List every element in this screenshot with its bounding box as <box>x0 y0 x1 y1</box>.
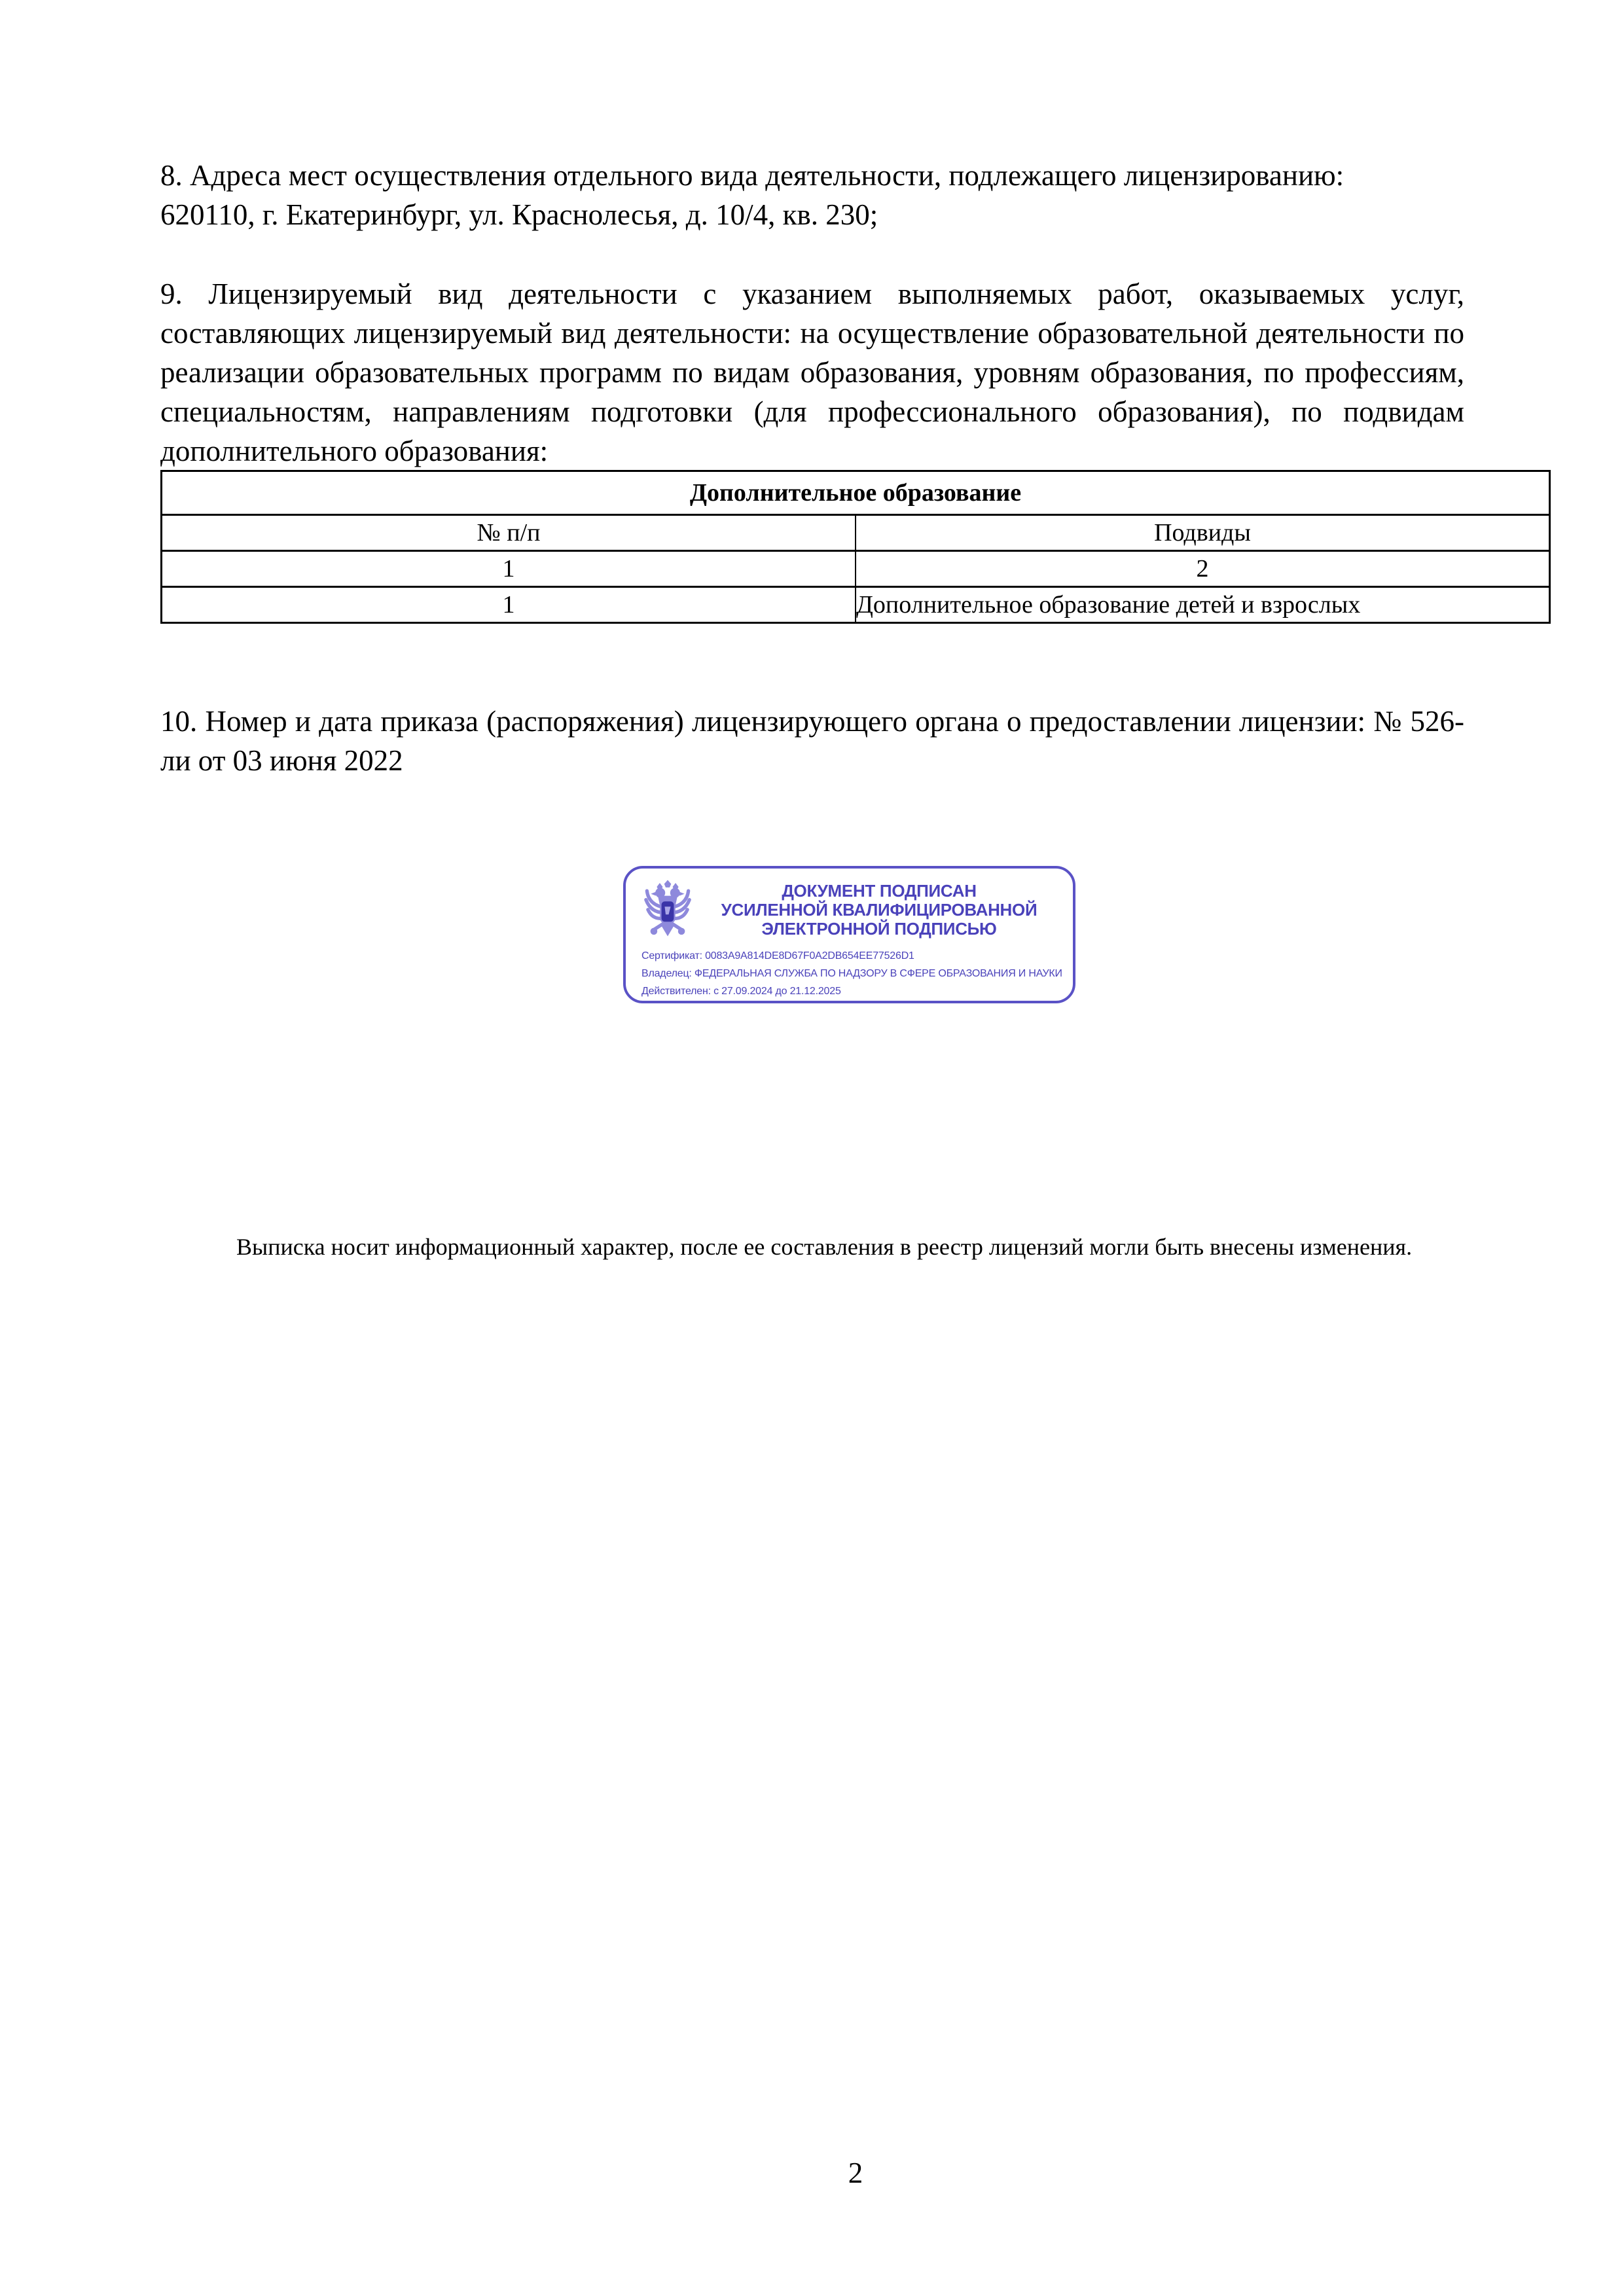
index-cell-2: 2 <box>856 551 1550 587</box>
stamp-validity: Действителен: с 27.09.2024 до 21.12.2025 <box>641 986 841 997</box>
stamp-owner: Владелец: ФЕДЕРАЛЬНАЯ СЛУЖБА ПО НАДЗОРУ В СФЕРЕ ОБРАЗОВАНИЯ И НАУКИ <box>641 968 1062 979</box>
additional-education-table <box>160 470 1551 624</box>
column-header-number: № п/п <box>162 515 856 551</box>
stamp-details <box>641 947 1067 1000</box>
footnote: Выписка носит информационный характер, после ее составления в реестр лицензий могли быть внесены изменения. <box>236 1234 1413 1260</box>
index-cell-1: 1 <box>162 551 856 587</box>
table-row <box>162 587 1550 623</box>
section-8-address: 620110, г. Екатеринбург, ул. Краснолесья, д. 10/4, кв. 230; <box>160 198 878 231</box>
column-header-subtypes: Подвиды <box>856 515 1550 551</box>
stamp-title-line-3: ЭЛЕКТРОННОЙ ПОДПИСЬЮ <box>761 919 997 939</box>
section-10-paragraph: 10. Номер и дата приказа (распоряжения) лицензирующего органа о предоставлении лицензии: № 526-ли от 03 июня 2022 <box>160 705 1464 777</box>
stamp-title-line-2: УСИЛЕННОЙ КВАЛИФИЦИРОВАННОЙ <box>721 900 1038 920</box>
table-index-row <box>162 551 1550 587</box>
table-title: Дополнительное образование <box>162 471 1550 515</box>
table-header-row <box>162 515 1550 551</box>
row-number-cell: 1 <box>162 587 856 623</box>
stamp-title <box>694 882 1064 939</box>
row-value-cell: Дополнительное образование детей и взрослых <box>856 587 1550 623</box>
section-8-heading: 8. Адреса мест осуществления отдельного вида деятельности, подлежащего лицензированию: <box>160 159 1344 192</box>
stamp-title-line-1: ДОКУМЕНТ ПОДПИСАН <box>782 881 977 901</box>
section-9-paragraph: 9. Лицензируемый вид деятельности с указанием выполняемых работ, оказываемых услуг, составляющих лицензируемый вид деятельности: на осуществление образовательной деятельности по реализации образовательных программ по видам образования, уровням образования, по профессиям, специальностям, направлениям подготовки (для профессионального образования), по подвидам дополнительного образования: <box>160 278 1464 467</box>
stamp-certificate: Сертификат: 0083A9A814DE8D67F0A2DB654EE77526D1 <box>641 950 914 961</box>
russian-coat-of-arms-icon <box>643 879 693 943</box>
page-number: 2 <box>848 2157 863 2189</box>
table-title-row <box>162 471 1550 515</box>
digital-signature-stamp <box>623 866 1075 1003</box>
